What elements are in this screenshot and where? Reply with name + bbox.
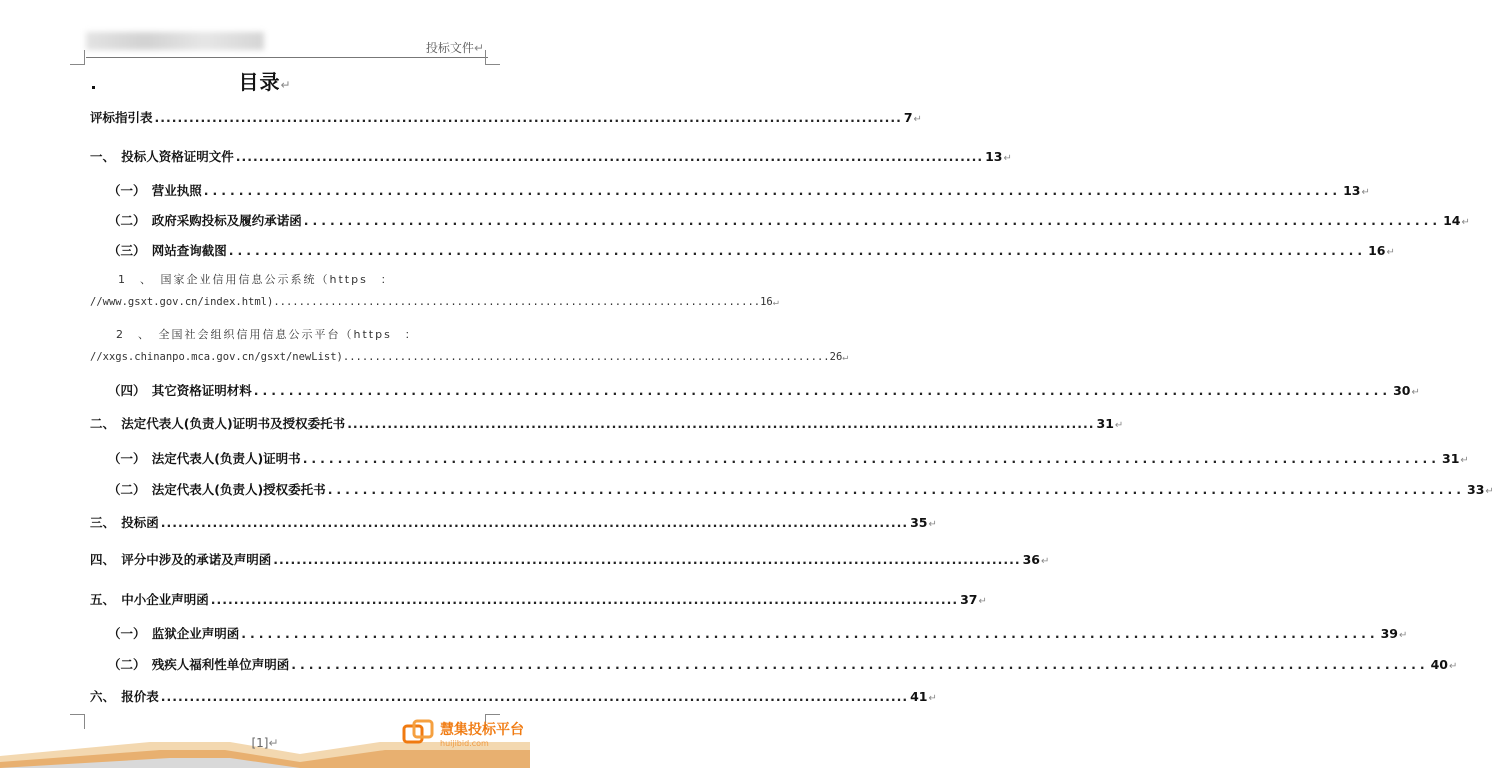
toc-entry[interactable]: （一） 法定代表人(负责人)证明书 .................................................................................................................................. 31 ↵ — [108, 451, 1469, 466]
toc-entry[interactable]: （一） 营业执照 .................................................................................................................................. 13 ↵ — [108, 183, 1370, 198]
toc-entry[interactable]: （一） 监狱企业声明函 .................................................................................................................................. 39 ↵ — [108, 626, 1408, 641]
watermark-name: 慧集投标平台 — [440, 721, 524, 738]
margin-corner-mark — [485, 50, 500, 65]
brand-logo-icon — [402, 718, 436, 748]
margin-corner-mark — [70, 50, 85, 65]
toc-entry[interactable]: 五、 中小企业声明函 .................................................................................................................................. 37 ↵ — [90, 592, 987, 607]
toc-entry[interactable]: //xxgs.chinanpo.mca.gov.cn/gsxt/newList) ............................................................................. 26 ↵ — [90, 351, 849, 363]
page-number: [1]↵ — [251, 736, 279, 750]
header-rule — [86, 57, 488, 58]
toc-entry[interactable]: //www.gsxt.gov.cn/index.html) ............................................................................. 16 ↵ — [90, 296, 779, 308]
toc-entry[interactable]: （二） 残疾人福利性单位声明函 .................................................................................................................................. 40 ↵ — [108, 657, 1458, 672]
toc-entry[interactable]: （二） 政府采购投标及履约承诺函 .................................................................................................................................. 14 ↵ — [108, 213, 1470, 228]
toc-entry[interactable]: 三、 投标函 .................................................................................................................................. 35 ↵ — [90, 515, 937, 530]
toc-entry[interactable]: （三） 网站查询截图 .................................................................................................................................. 16 ↵ — [108, 243, 1395, 258]
toc-entry[interactable]: （二） 法定代表人(负责人)授权委托书 .................................................................................................................................. 33 ↵ — [108, 482, 1494, 497]
toc-entry[interactable]: 二、 法定代表人(负责人)证明书及授权委托书 .................................................................................................................................. 31 ↵ — [90, 416, 1124, 431]
toc-title: 目录↵ — [238, 70, 292, 94]
watermark-logo — [402, 718, 524, 748]
header-doc-type: 投标文件↵ — [425, 41, 484, 55]
margin-corner-mark — [70, 714, 85, 729]
toc-entry[interactable]: 一、 投标人资格证明文件 .................................................................................................................................. 13 ↵ — [90, 149, 1012, 164]
toc-entry[interactable]: 评标指引表 .................................................................................................................................. 7 ↵ — [90, 110, 922, 125]
toc-entry[interactable]: （四） 其它资格证明材料 .................................................................................................................................. 30 ↵ — [108, 383, 1420, 398]
toc-entry-line1: 1 、 国家企业信用信息公示系统（https ： — [118, 273, 394, 286]
watermark-url: huijibid.com — [440, 738, 489, 748]
toc-entry-line1: 2 、 全国社会组织信用信息公示平台（https ： — [116, 328, 418, 341]
toc-entry[interactable]: 六、 报价表 .................................................................................................................................. 41 ↵ — [90, 689, 937, 704]
toc-entry[interactable]: 四、 评分中涉及的承诺及声明函 .................................................................................................................................. 36 ↵ — [90, 552, 1050, 567]
header-blurred-text — [86, 32, 264, 50]
